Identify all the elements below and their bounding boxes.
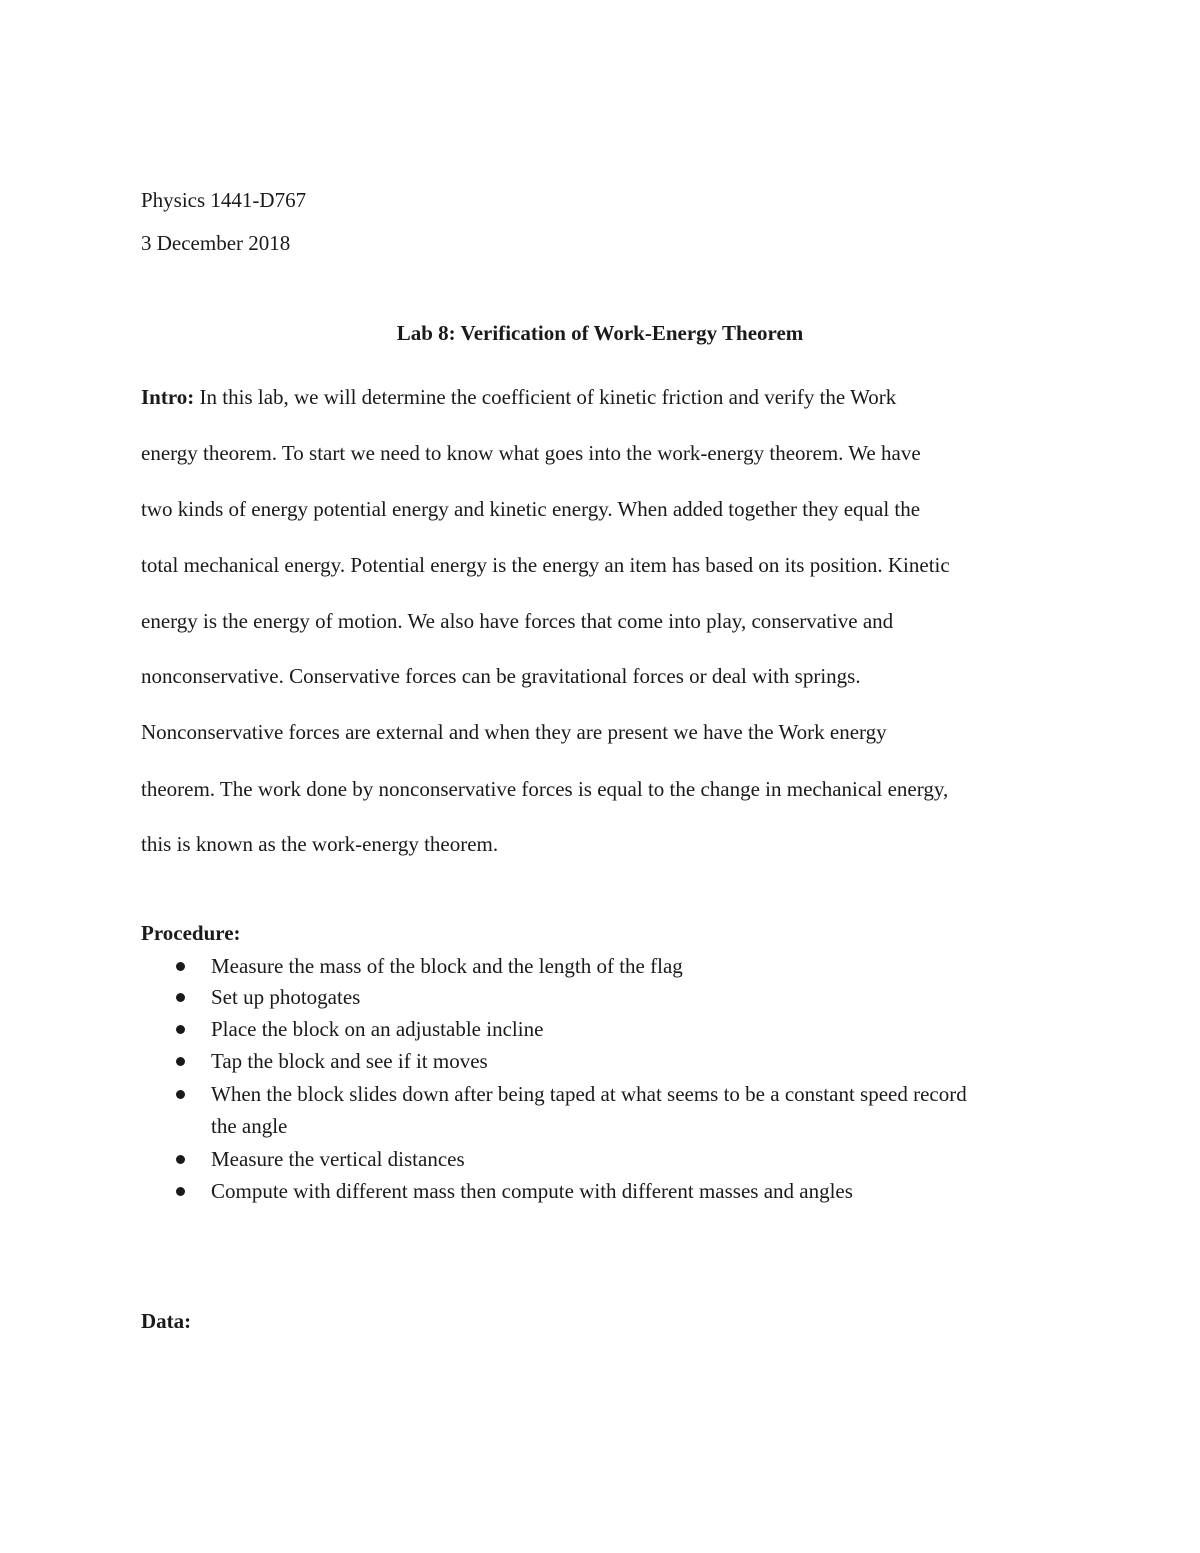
- intro-line-9: this is known as the work-energy theorem.: [141, 832, 499, 856]
- intro-line-5: energy is the energy of motion. We also have forces that come into play, conservative and: [141, 609, 894, 633]
- bullet-icon: [176, 1155, 185, 1164]
- data-heading: Data:: [141, 1309, 192, 1333]
- bullet-icon: [176, 1057, 185, 1066]
- procedure-item-text: Measure the mass of the block and the length of the flag: [211, 954, 683, 978]
- procedure-item-text: When the block slides down after being taped at what seems to be a constant speed record: [211, 1082, 967, 1106]
- procedure-item-text: Measure the vertical distances: [211, 1147, 465, 1171]
- procedure-item-text: Compute with different mass then compute with different masses and angles: [211, 1179, 853, 1203]
- document-title: Lab 8: Verification of Work-Energy Theorem: [396, 321, 804, 345]
- intro-line-1: [141, 385, 896, 409]
- intro-text-1: In this lab, we will determine the coefficient of kinetic friction and verify the Work: [194, 385, 897, 409]
- intro-line-3: two kinds of energy potential energy and kinetic energy. When added together they equal the: [141, 497, 921, 521]
- bullet-icon: [176, 962, 185, 971]
- intro-line-2: energy theorem. To start we need to know what goes into the work-energy theorem. We have: [141, 441, 921, 465]
- bullet-icon: [176, 1187, 185, 1196]
- procedure-item-text: the angle: [211, 1114, 288, 1138]
- date-line: 3 December 2018: [141, 231, 291, 255]
- bullet-icon: [176, 1025, 185, 1034]
- intro-line-7: Nonconservative forces are external and when they are present we have the Work energy: [141, 720, 887, 744]
- procedure-item-text: Tap the block and see if it moves: [211, 1049, 488, 1073]
- intro-label: Intro:: [141, 385, 195, 409]
- course-line: Physics 1441-D767: [141, 188, 307, 212]
- bullet-icon: [176, 1090, 185, 1099]
- intro-line-8: theorem. The work done by nonconservative forces is equal to the change in mechanical energy,: [141, 777, 949, 801]
- intro-line-4: total mechanical energy. Potential energy is the energy an item has based on its position. Kinetic: [141, 553, 950, 577]
- intro-line-6: nonconservative. Conservative forces can be gravitational forces or deal with springs.: [141, 664, 861, 688]
- bullet-icon: [176, 993, 185, 1002]
- procedure-item-text: Set up photogates: [211, 985, 361, 1009]
- procedure-heading: Procedure:: [141, 921, 241, 945]
- procedure-item-text: Place the block on an adjustable incline: [211, 1017, 544, 1041]
